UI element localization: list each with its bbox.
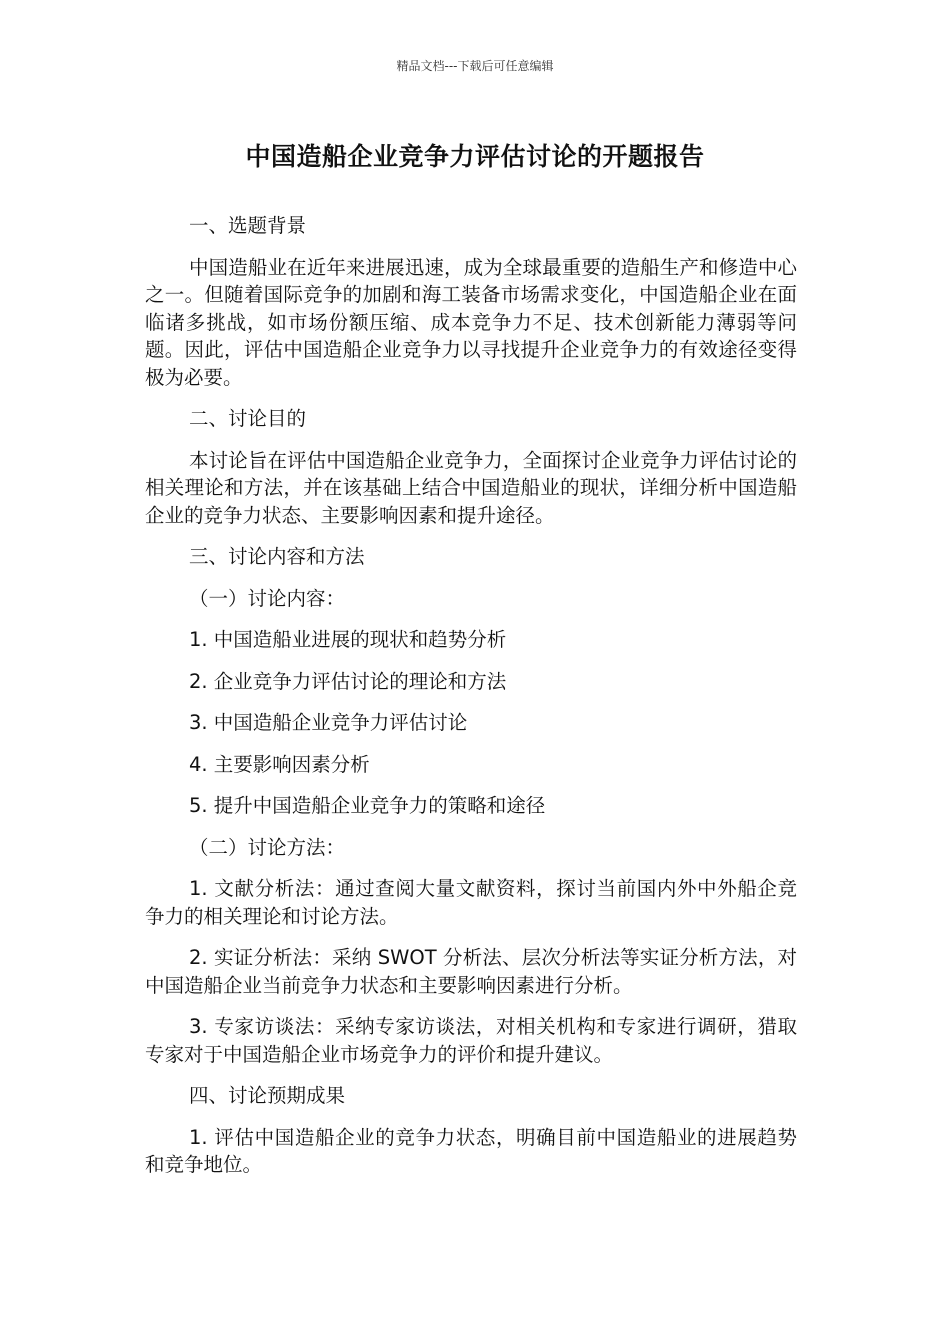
method-item: 3. 专家访谈法：采纳专家访谈法，对相关机构和专家进行调研，猎取专家对于中国造船企业市场竞争力的评价和提升建议。 [145,1015,797,1066]
document-body [145,212,797,1193]
subsection-heading-method: （二）讨论方法： [189,835,346,859]
document-title: 中国造船企业竞争力评估讨论的开题报告 [245,142,705,171]
subsection-heading-content: （一）讨论内容： [189,586,346,610]
list-item: 4. 主要影响因素分析 [189,752,370,776]
section-heading-background: 一、选题背景 [189,214,307,237]
section-heading-content-method: 三、讨论内容和方法 [189,545,365,568]
list-item: 1. 中国造船业进展的现状和趋势分析 [189,628,507,651]
paragraph-purpose: 本讨论旨在评估中国造船企业竞争力，全面探讨企业竞争力评估讨论的相关理论和方法，并在该基础上结合中国造船业的现状，详细分析中国造船企业的竞争力状态、主要影响因素和提升途径。 [145,448,797,527]
list-item: 5. 提升中国造船企业竞争力的策略和途径 [189,794,546,817]
section-heading-expected-results: 四、讨论预期成果 [189,1084,346,1107]
list-item: 3. 中国造船企业竞争力评估讨论 [189,711,468,734]
result-item: 1. 评估中国造船企业的竞争力状态，明确目前中国造船业的进展趋势和竞争地位。 [145,1125,797,1176]
list-item: 2. 企业竞争力评估讨论的理论和方法 [189,669,507,693]
paragraph-background: 中国造船业在近年来进展迅速，成为全球最重要的造船生产和修造中心之一。但随着国际竞争的加剧和海工装备市场需求变化，中国造船企业在面临诸多挑战，如市场份额压缩、成本竞争力不足、技术创新能力薄弱等问题。因此，评估中国造船企业竞争力以寻找提升企业竞争力的有效途径变得极为必要。 [145,255,797,389]
section-heading-purpose: 二、讨论目的 [189,407,307,430]
method-item: 2. 实证分析法：采纳 SWOT 分析法、层次分析法等实证分析方法，对中国造船企业当前竞争力状态和主要影响因素进行分析。 [145,946,797,997]
page-header: 精品文档---下载后可任意编辑 [396,59,554,73]
method-item: 1. 文献分析法：通过查阅大量文献资料，探讨当前国内外中外船企竞争力的相关理论和讨论方法。 [145,877,797,928]
